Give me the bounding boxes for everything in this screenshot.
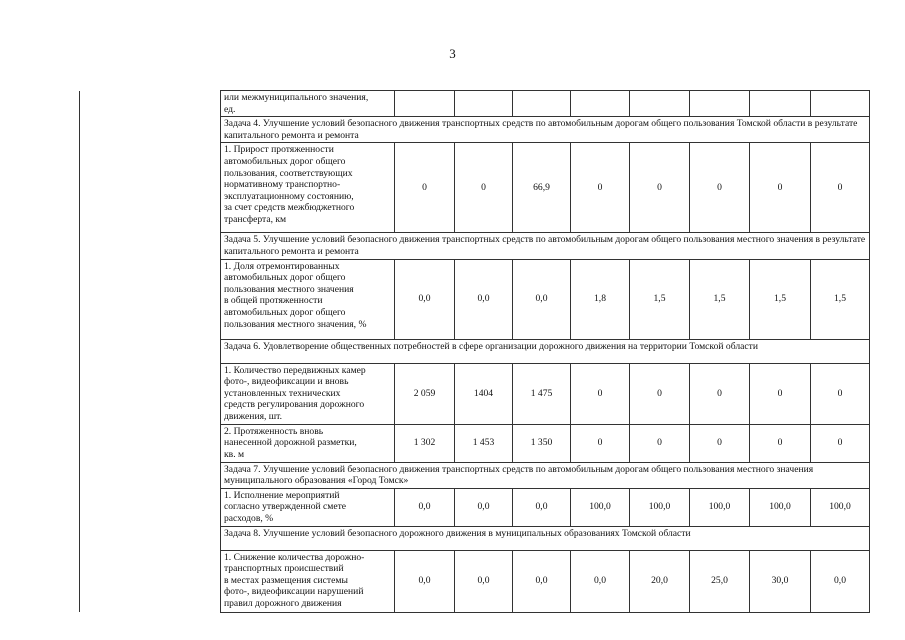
value-cell: 0,0: [571, 550, 630, 612]
value-cell: 0: [690, 363, 750, 424]
value-cell: 1 453: [455, 424, 513, 462]
value-cell: 0: [571, 424, 630, 462]
value-cell: 0: [811, 424, 870, 462]
table-body: [80, 91, 870, 613]
value-cell: 1,5: [690, 259, 750, 339]
value-cell: 30,0: [750, 550, 811, 612]
value-cell: 0: [690, 143, 750, 233]
value-cell: 0,0: [513, 488, 571, 526]
value-cell: 1,5: [630, 259, 690, 339]
value-cell: 66,9: [513, 143, 571, 233]
indicators-table: [79, 90, 870, 613]
value-cell: 100,0: [690, 488, 750, 526]
value-cell: 0: [571, 143, 630, 233]
value-cell: 0: [630, 363, 690, 424]
value-cell: 100,0: [811, 488, 870, 526]
task-heading: Задача 7. Улучшение условий безопасного движения транспортных средств по автомобильным дорогам общего пользования местного значения муниципального образования «Город Томск»: [221, 462, 870, 488]
value-cell: 1,8: [571, 259, 630, 339]
value-cell: 0,0: [455, 259, 513, 339]
value-cell: 1404: [455, 363, 513, 424]
page-number: 3: [449, 46, 456, 61]
indicator-label: 1. Количество передвижных камер фото-, видеофиксации и вновь установленных технических средств регулирования дорожного движения, шт.: [221, 363, 395, 424]
value-cell: 0,0: [513, 550, 571, 612]
value-cell: 0,0: [395, 550, 455, 612]
value-cell: 100,0: [630, 488, 690, 526]
value-cell: [571, 91, 630, 117]
value-cell: 0: [630, 143, 690, 233]
task-heading: Задача 4. Улучшение условий безопасного движения транспортных средств по автомобильным дорогам общего пользования Томской области в результате капитального ремонта и ремонта: [221, 117, 870, 143]
task-heading: Задача 6. Удовлетворение общественных потребностей в сфере организации дорожного движения на территории Томской области: [221, 339, 870, 363]
value-cell: 0: [571, 363, 630, 424]
value-cell: 0: [455, 143, 513, 233]
value-cell: 0: [690, 424, 750, 462]
value-cell: 0: [811, 363, 870, 424]
value-cell: 0: [630, 424, 690, 462]
value-cell: 0,0: [395, 259, 455, 339]
value-cell: 0,0: [513, 259, 571, 339]
value-cell: [811, 91, 870, 117]
indicator-label: 1. Доля отремонтированных автомобильных дорог общего пользования местного значения в общей протяженности автомобильных дорог общего пользования местного значения, %: [221, 259, 395, 339]
value-cell: 0,0: [455, 550, 513, 612]
value-cell: [750, 91, 811, 117]
task-heading: Задача 5. Улучшение условий безопасного движения транспортных средств по автомобильным дорогам общего пользования местного значения в результате капитального ремонта и ремонта: [221, 233, 870, 259]
value-cell: [630, 91, 690, 117]
value-cell: 1 302: [395, 424, 455, 462]
indicator-label: 2. Протяженность вновь нанесенной дорожной разметки, кв. м: [221, 424, 395, 462]
value-cell: 0,0: [811, 550, 870, 612]
value-cell: [513, 91, 571, 117]
value-cell: 100,0: [750, 488, 811, 526]
value-cell: [690, 91, 750, 117]
value-cell: 1 475: [513, 363, 571, 424]
task-heading: Задача 8. Улучшение условий безопасного дорожного движения в муниципальных образованиях Томской области: [221, 526, 870, 550]
value-cell: 0: [750, 143, 811, 233]
value-cell: [395, 91, 455, 117]
blank-left-column: [80, 91, 221, 613]
value-cell: 0,0: [395, 488, 455, 526]
value-cell: 1,5: [811, 259, 870, 339]
value-cell: 0: [395, 143, 455, 233]
value-cell: 0: [750, 424, 811, 462]
value-cell: 20,0: [630, 550, 690, 612]
value-cell: 1 350: [513, 424, 571, 462]
indicator-label: 1. Снижение количества дорожно- транспортных происшествий в местах размещения системы фото-, видеофиксации нарушений правил дорожного движения: [221, 550, 395, 612]
value-cell: 25,0: [690, 550, 750, 612]
value-cell: 2 059: [395, 363, 455, 424]
value-cell: 0: [750, 363, 811, 424]
table-row: [80, 91, 870, 117]
value-cell: [455, 91, 513, 117]
value-cell: 0,0: [455, 488, 513, 526]
value-cell: 0: [811, 143, 870, 233]
indicator-label: или межмуниципального значения, ед.: [221, 91, 395, 117]
indicator-label: 1. Прирост протяженности автомобильных дорог общего пользования, соответствующих нормативному транспортно- эксплуатационному состоянию, за счет средств межбюджетного трансферта, км: [221, 143, 395, 233]
value-cell: 1,5: [750, 259, 811, 339]
value-cell: 100,0: [571, 488, 630, 526]
indicator-label: 1. Исполнение мероприятий согласно утвержденной смете расходов, %: [221, 488, 395, 526]
